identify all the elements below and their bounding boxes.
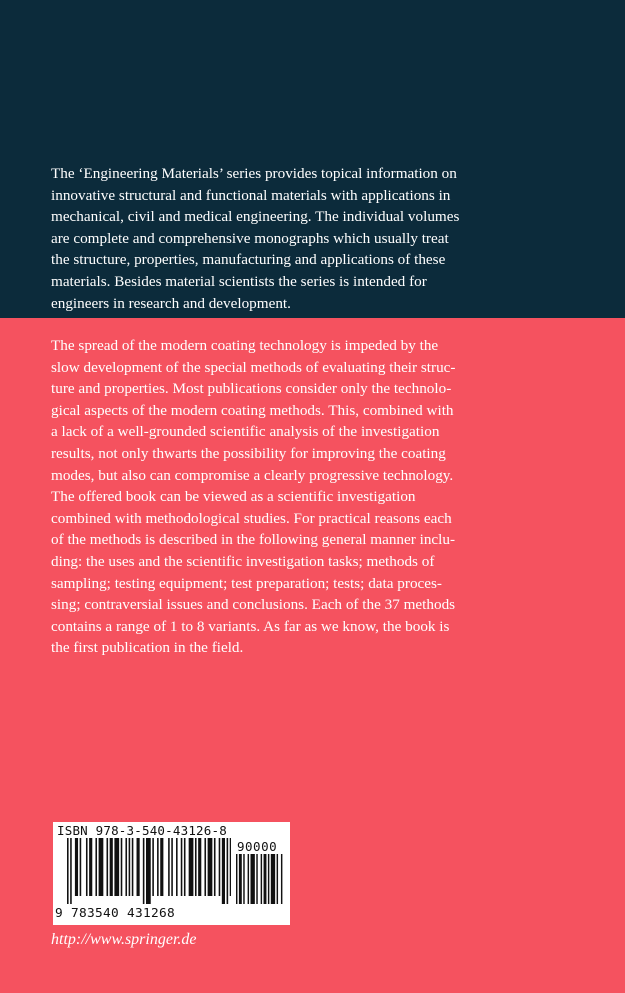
- barcode-bar: [227, 838, 229, 904]
- barcode-bar: [277, 854, 278, 904]
- barcode-bar: [271, 854, 275, 904]
- description-line: results, not only thwarts the possibility for improving the coating: [51, 444, 446, 462]
- description-line: combined with methodological studies. For practical reasons each: [51, 509, 452, 527]
- series-line: The ‘Engineering Materials’ series provides topical information on: [51, 165, 457, 182]
- price-addon-bars: [236, 854, 286, 904]
- barcode-bar: [89, 838, 92, 896]
- barcode-bar: [230, 838, 231, 896]
- barcode-bar: [264, 854, 267, 904]
- description-line: slow development of the special methods of evaluating their struc-: [51, 358, 456, 376]
- barcode-bar: [176, 838, 178, 896]
- price-addon-number: 90000: [237, 839, 278, 854]
- series-line: engineers in research and development.: [51, 294, 291, 312]
- book-description: [51, 335, 529, 659]
- barcode-bar: [67, 838, 69, 904]
- description-line: contains a range of 1 to 8 variants. As far as we know, the book is: [51, 617, 450, 635]
- series-line: innovative structural and functional materials with applications in: [51, 186, 451, 204]
- description-line: the first publication in the field.: [51, 639, 244, 657]
- barcode-bar: [268, 854, 269, 904]
- barcode-bar: [114, 838, 119, 896]
- barcode-bar: [75, 838, 78, 896]
- isbn-label: ISBN 978-3-540-43126-8: [57, 823, 227, 838]
- barcode-bar: [236, 854, 237, 904]
- barcode-bar: [239, 854, 242, 904]
- series-line: mechanical, civil and medical engineering. The individual volumes: [51, 208, 460, 226]
- barcode-bar: [132, 838, 134, 896]
- ean13-digits: 9 783540 431268: [55, 906, 176, 921]
- series-line: are complete and comprehensive monographs which usually treat: [51, 229, 449, 247]
- barcode-bar: [189, 838, 194, 896]
- description-line: ture and properties. Most publications consider only the technolo-: [51, 380, 452, 398]
- barcode-bar: [256, 854, 257, 904]
- barcode-bar: [121, 838, 123, 896]
- description-line: of the methods is described in the following general manner inclu-: [51, 531, 456, 549]
- description-line: modes, but also can compromise a clearly progressive technology.: [51, 466, 454, 484]
- barcode-bar: [251, 854, 255, 904]
- description-line: a lack of a well-grounded scientific analysis of the investigation: [51, 423, 440, 441]
- description-line: ding: the uses and the scientific investigation tasks; methods of: [51, 552, 435, 570]
- barcode-bar: [214, 838, 216, 896]
- barcode-bar: [261, 854, 262, 904]
- description-line: The offered book can be viewed as a scientific investigation: [51, 488, 416, 506]
- description-line: gical aspects of the modern coating methods. This, combined with: [51, 401, 454, 419]
- barcode-bar: [243, 854, 244, 904]
- barcode-bar: [195, 838, 197, 896]
- barcode-bar: [137, 838, 140, 896]
- series-line: materials. Besides material scientists the series is intended for: [51, 272, 427, 290]
- barcode-bar: [86, 838, 88, 896]
- barcode-bar: [281, 854, 282, 904]
- barcode-bar: [70, 838, 72, 904]
- barcode-bar: [110, 838, 113, 896]
- barcode-bar: [204, 838, 206, 896]
- barcode-bar: [181, 838, 183, 896]
- barcode-bar: [248, 854, 249, 904]
- barcode-bar: [157, 838, 159, 896]
- barcode-bar: [143, 838, 145, 904]
- barcode-bar: [95, 838, 97, 896]
- ean13-barcode-bars: [67, 838, 231, 906]
- barcode-bar: [168, 838, 170, 896]
- barcode-bar: [219, 838, 221, 896]
- barcode-bar: [80, 838, 82, 896]
- description-line: sing; contraversial issues and conclusions. Each of the 37 methods: [51, 596, 456, 614]
- barcode-bar: [171, 838, 173, 896]
- barcode-bar: [146, 838, 151, 904]
- barcode-bar: [184, 838, 186, 896]
- barcode-bar: [222, 838, 225, 904]
- barcode-bar: [129, 838, 131, 896]
- barcode-bar: [198, 838, 201, 896]
- barcode-bar: [152, 838, 154, 896]
- isbn-barcode: [53, 822, 290, 925]
- publisher-website-link[interactable]: http://www.springer.de: [51, 931, 197, 948]
- barcode-bar: [160, 838, 163, 896]
- series-line: the structure, properties, manufacturing and applications of these: [51, 251, 446, 269]
- barcode-bar: [125, 838, 127, 896]
- description-line: The spread of the modern coating technology is impeded by the: [51, 337, 439, 354]
- series-description: [51, 163, 529, 314]
- barcode-bar: [208, 838, 213, 896]
- barcode-bar: [99, 838, 104, 896]
- barcode-bar: [107, 838, 109, 896]
- description-line: sampling; testing equipment; test preparation; tests; data proces-: [51, 574, 442, 592]
